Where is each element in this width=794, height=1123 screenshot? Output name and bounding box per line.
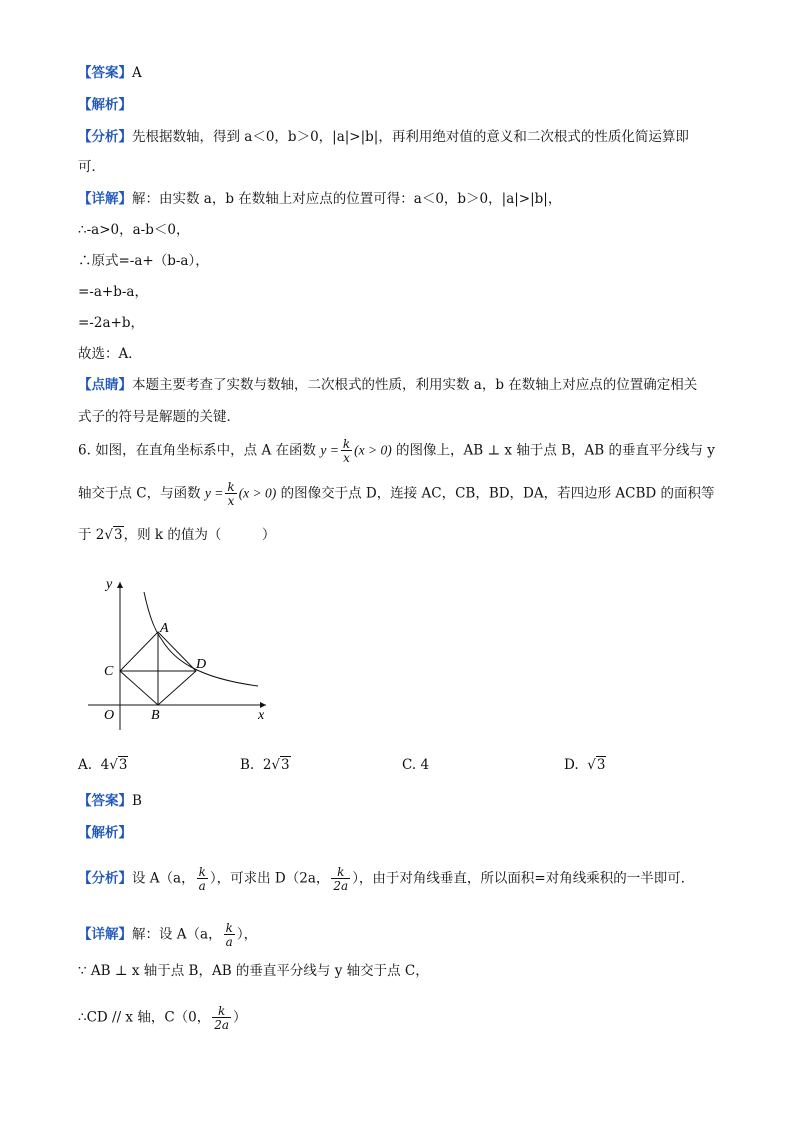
label-c: C — [104, 664, 114, 679]
q5-answer: A — [132, 65, 142, 81]
label-x: x — [258, 708, 265, 723]
q5-comment-line2: 式子的符号是解题的关键． — [78, 409, 240, 425]
q6-answer: B — [132, 793, 142, 809]
option-d[interactable]: D. √3 — [564, 757, 606, 773]
q6-cd-line: ∴CD // x 轴，C（0， $\frac{k}{2a}$ ） — [78, 1004, 247, 1032]
q5-comment-line1: 【点睛】本题主要考查了实数与数轴，二次根式的性质，利用实数 a，b 在数轴上对应点的位置确定相关 — [78, 377, 698, 393]
answer-tag: 【答案】 — [78, 65, 132, 81]
q6-analysis-tag: 【解析】 — [78, 825, 132, 841]
q6-answer-line: 【答案】B — [78, 793, 142, 809]
option-c[interactable]: C. 4 — [402, 757, 430, 773]
q5-fenxi-line2: 可． — [78, 159, 105, 175]
label-d: D — [196, 657, 207, 672]
q6-since-line: ∵ AB ⊥ x 轴于点 B，AB 的垂直平分线与 y 轴交于点 C， — [78, 963, 429, 979]
q6-line2: 轴交于点 C，与函数 y = $\frac{k}{x}$ (x > 0) 的图像交于点 D，连接 AC，CB，BD，DA，若四边形 ACBD 的面积等 — [78, 480, 715, 508]
q6-line1: 6. 如图，在直角坐标系中，点 A 在函数 y = $\frac{k}{x}$ (x > 0) 的图像上，AB ⊥ x 轴于点 B，AB 的垂直平分线与 y — [78, 437, 715, 465]
option-a[interactable]: A. 4√3 — [78, 757, 128, 773]
q5-step2: ∴原式=-a+（b-a）， — [78, 253, 209, 269]
q5-fenxi-line1: 【分析】先根据数轴，得到 a＜0，b＞0，|a|>|b|，再利用绝对值的意义和二次根式的性质化简运算即 — [78, 129, 689, 145]
q5-answer-line — [78, 64, 142, 82]
area-value: 2√3 — [95, 527, 123, 543]
q5-step3: =-a+b-a， — [78, 284, 148, 300]
label-o: O — [104, 708, 115, 723]
func-fraction: $\frac{k}{x}$ — [227, 480, 235, 508]
label-b: B — [151, 708, 160, 723]
label-a: A — [160, 621, 169, 636]
q6-figure — [78, 570, 278, 730]
func-fraction: $\frac{k}{x}$ — [342, 437, 351, 465]
q5-detail-line1: 【详解】解：由实数 a，b 在数轴上对应点的位置可得：a＜0，b＞0，|a|>|b|， — [78, 191, 562, 207]
q5-choice: 故选：A． — [78, 346, 142, 362]
q5-step4: =-2a+b， — [78, 315, 144, 331]
q6-line3: 于 2√3，则 k 的值为（ ） — [78, 527, 276, 543]
q5-analysis-tag: 【解析】 — [78, 97, 132, 113]
q6-detail-line: 【详解】解：设 A（a， $\frac{k}{a}$ ）， — [78, 921, 258, 949]
q6-fenxi-line: 【分析】设 A（a， $\frac{k}{a}$ ），可求出 D（2a， $\frac{k}{2a}$ ），由于对角线垂直，所以面积=对角线乘积的一半即可． — [78, 865, 695, 893]
option-b[interactable]: B. 2√3 — [240, 757, 290, 773]
label-y: y — [106, 577, 113, 592]
q6-number: 6. — [78, 442, 91, 459]
q5-step1: ∴-a>0，a-b＜0， — [78, 222, 190, 238]
